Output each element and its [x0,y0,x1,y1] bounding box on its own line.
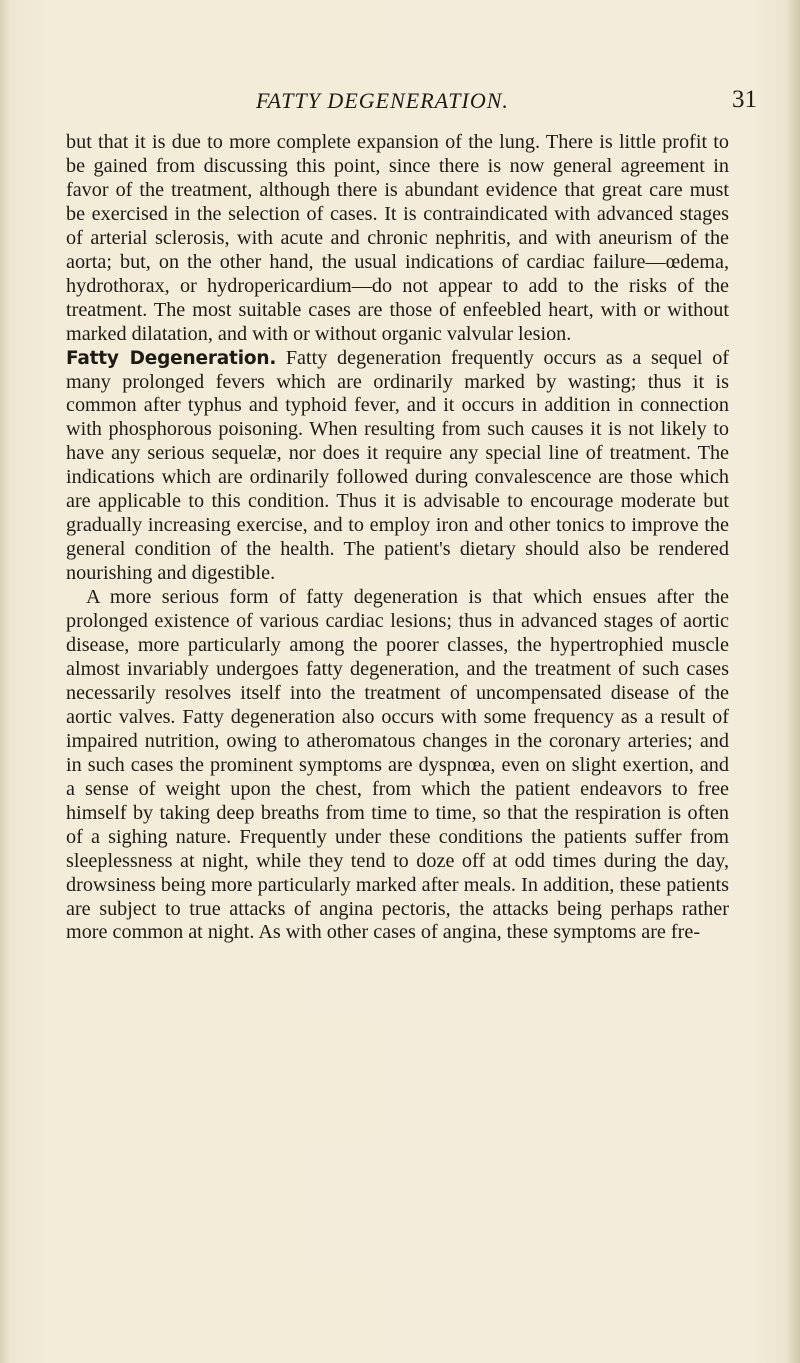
page-left-shadow [0,0,10,1363]
paragraph [66,586,729,945]
page-number: 31 [732,86,757,113]
page-header [0,88,800,122]
running-title: FATTY DEGENERATION. [256,88,509,113]
section-heading: Fatty Degeneration. [66,347,277,369]
paragraph [66,347,729,587]
paragraph-text: A more serious form of fatty degeneration is that which ensues after the prolonged existence of various cardiac lesions; thus in advanced stages of aortic disease, more particularly among the poorer classes, the hypertrophied muscle almost invariably undergoes fatty degeneration, and the treatment of such cases necessarily resolves itself into the treatment of uncompensated disease of the aortic valves. Fatty degeneration also occurs with some frequency as a result of impaired nutrition, owing to atheromatous changes in the coronary arteries; and in such cases the prominent symptoms are dyspnœa, even on slight exertion, and a sense of weight upon the chest, from which the patient endeavors to free himself by taking deep breaths from time to time, so that the respiration is often of a sighing nature. Frequently under these conditions the patients suffer from sleeplessness at night, while they tend to doze off at odd times during the day, drowsiness being more particularly marked after meals. In addition, these patients are subject to true attacks of angina pectoris, the attacks being perhaps rather more common at night. As with other cases of angina, these symptoms are fre- [66,586,729,944]
body-text [66,131,729,945]
paragraph-text: but that it is due to more complete expansion of the lung. There is little profit to be gained from discussing this point, since there is now general agreement in favor of the treatment, although there is abundant evidence that great care must be exercised in the selection of cases. It is contraindicated with advanced stages of arterial sclerosis, with acute and chronic nephritis, and with aneurism of the aorta; but, on the other hand, the usual indications of cardiac failure—œdema, hydrothorax, or hydropericardium—do not appear to add to the risks of the treatment. The most suitable cases are those of enfeebled heart, with or without marked dilatation, and with or without organic valvular lesion. [66,131,729,345]
page-spine-shadow [786,0,800,1363]
paragraph [66,131,729,347]
paragraph-text: Fatty degeneration frequently occurs as a sequel of many prolonged fevers which are ordinarily marked by wasting; thus it is common after typhus and typhoid fever, and it occurs in addition in connection with phosphorous poisoning. When resulting from such causes it is not likely to have any serious sequelæ, nor does it require any special line of treatment. The indications which are ordinarily followed during convalescence are those which are applicable to this condition. Thus it is advisable to encourage moderate but gradually increasing exercise, and to employ iron and other tonics to improve the general condition of the health. The patient's dietary should also be rendered nourishing and digestible. [66,346,730,585]
